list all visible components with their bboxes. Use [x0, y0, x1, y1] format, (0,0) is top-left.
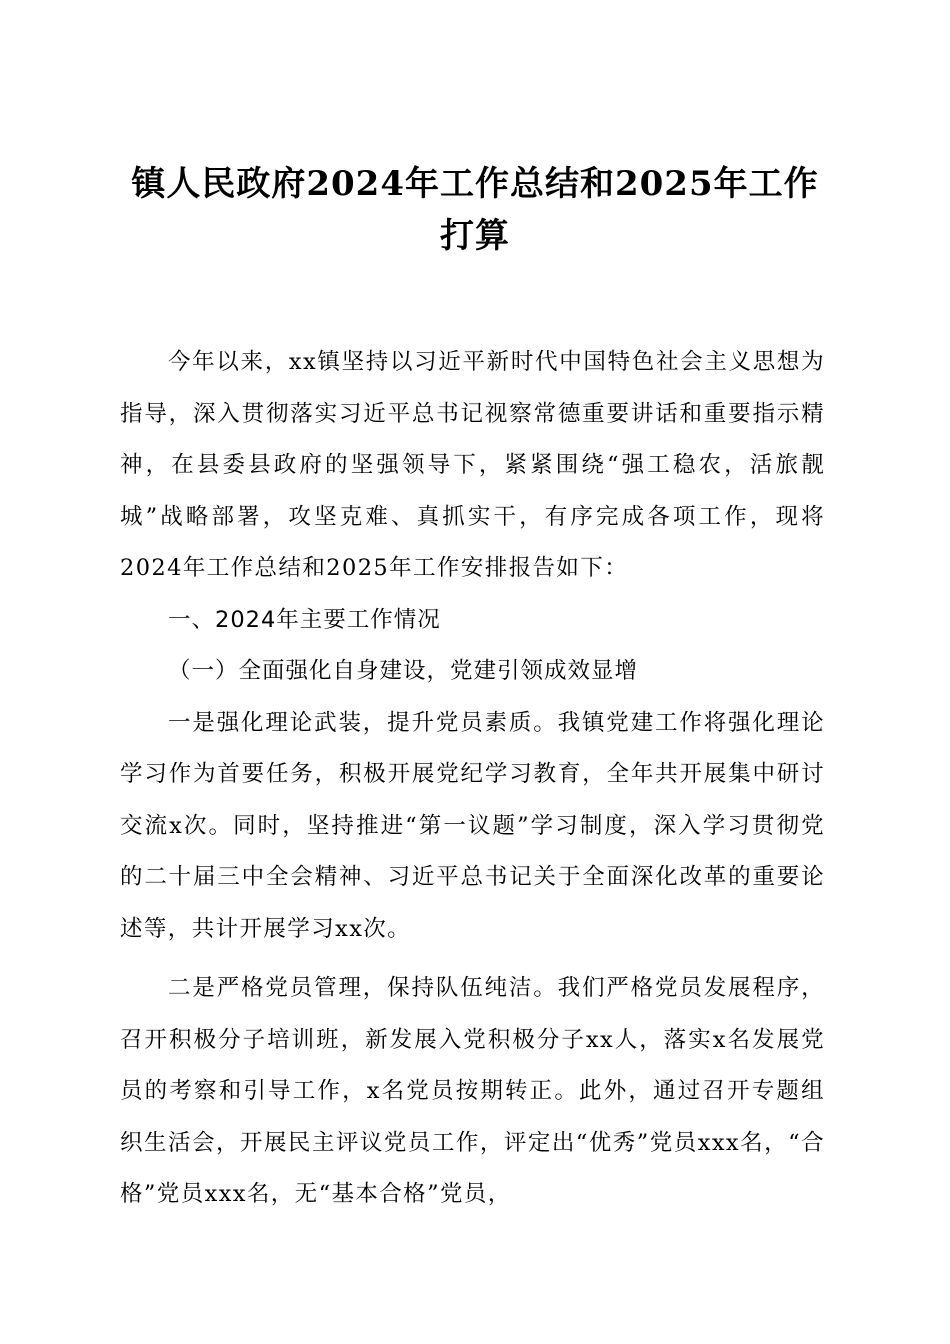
body-paragraph: 一是强化理论武装，提升党员素质。我镇党建工作将强化理论学习作为首要任务，积极开展党纪学习教育，全年共开展集中研讨交流x次。同时，坚持推进“第一议题”学习制度，深入学习贯彻党的二十届三中全会精神、习近平总书记关于全面深化改革的重要论述等，共计开展学习xx次。	[120, 709, 825, 942]
section-heading: 一、2024年主要工作情况	[168, 606, 441, 633]
document-body	[120, 337, 825, 1221]
document-title: 镇人民政府2024年工作总结和2025年工作打算	[131, 164, 819, 256]
subsection-heading: （一）全面强化自身建设，党建引领成效显增	[168, 658, 639, 684]
intro-paragraph: 今年以来，xx镇坚持以习近平新时代中国特色社会主义思想为指导，深入贯彻落实习近平总书记视察常德重要讲话和重要指示精神，在县委县政府的坚强领导下，紧紧围绕“强工稳农，活旅靓城”战略部署，攻坚克难、真抓实干，有序完成各项工作，现将2024年工作总结和2025年工作安排报告如下：	[120, 349, 825, 581]
body-paragraph: 二是严格党员管理，保持队伍纯洁。我们严格党员发展程序，召开积极分子培训班，新发展入党积极分子xx人，落实x名发展党员的考察和引导工作，x名党员按期转正。此外，通过召开专题组织生活会，开展民主评议党员工作，评定出“优秀”党员xxx名，“合格”党员xxx名，无“基本合格”党员，	[120, 975, 825, 1207]
